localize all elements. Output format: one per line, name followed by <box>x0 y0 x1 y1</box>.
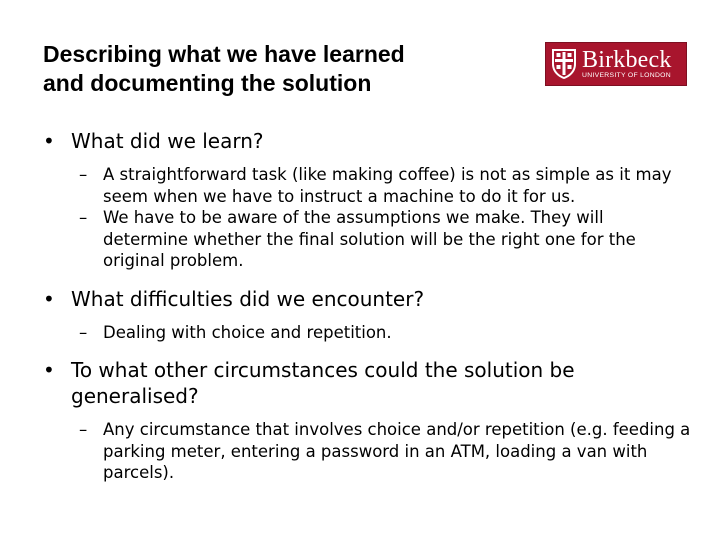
sub-bullet-item <box>43 164 693 207</box>
logo-name: Birkbeck <box>582 46 672 73</box>
slide-title-line-2: and documenting the solution <box>43 70 372 96</box>
birkbeck-logo <box>545 42 687 86</box>
bullet-text: To what other circumstances could the solution be generalised? <box>71 358 575 408</box>
sub-bullet-item <box>43 207 693 272</box>
slide-title <box>43 40 523 98</box>
sub-bullet-text: Any circumstance that involves choice and/or repetition (e.g. feeding a parking meter, entering a password in an ATM, loading a van with parcels). <box>103 420 691 482</box>
bullet-item <box>43 357 693 409</box>
crest-icon <box>551 48 577 80</box>
dash-icon: – <box>79 208 88 227</box>
bullet-text: What difficulties did we encounter? <box>71 286 425 311</box>
bullet-icon: • <box>43 129 55 153</box>
bullet-icon: • <box>43 358 55 382</box>
sub-bullet-text: Dealing with choice and repetition. <box>103 322 392 342</box>
dash-icon: – <box>79 322 88 342</box>
dash-icon: – <box>79 420 88 439</box>
bullet-text: What did we learn? <box>71 129 264 153</box>
logo-subtitle: UNIVERSITY OF LONDON <box>582 71 671 79</box>
sub-bullet-text: We have to be aware of the assumptions we make. They will determine whether the final solution will be the right one for the original problem. <box>103 208 636 270</box>
logo-text <box>582 46 672 80</box>
bullet-item <box>43 128 693 154</box>
bullet-icon: • <box>43 286 55 311</box>
dash-icon: – <box>79 165 88 184</box>
slide-body <box>43 128 693 484</box>
sub-bullet-text: A straightforward task (like making coffee) is not as simple as it may seem when we have to instruct a machine to do it for us. <box>103 165 672 206</box>
bullet-item <box>43 286 693 312</box>
slide-title-line-1: Describing what we have learned <box>43 41 405 67</box>
sub-bullet-item <box>43 322 693 344</box>
sub-bullet-item <box>43 419 693 484</box>
